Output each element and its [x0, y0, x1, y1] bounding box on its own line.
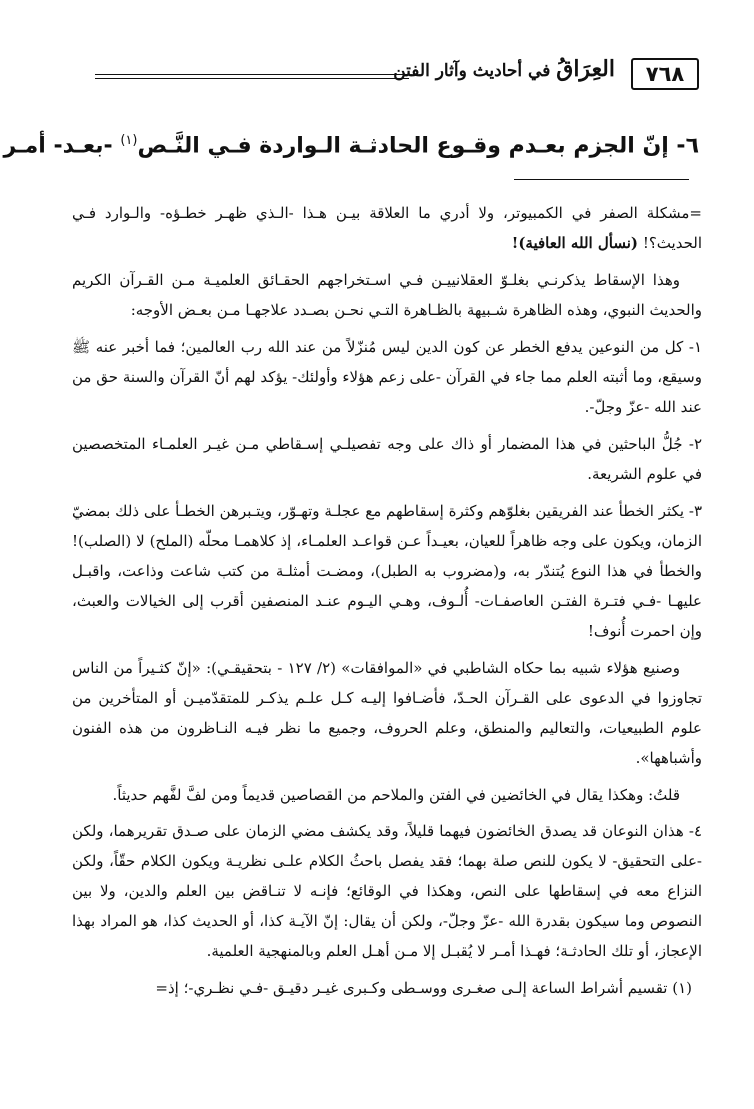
section-heading: [3, 126, 699, 161]
paragraph-point-4: ٤- هذان النوعان قد يصدق الخائضون فيهما قليلاً، وقد يكشف مضي الزمان على صـدق تقريرهما، ولكن -على التحقيق- لا يكون للنص صلة بهما؛ فقد يفصل باحثُ الكلام علـى نظريـة ويكون الكلام حقّاً، ولكن النزاع معه في إسقاطها على النص، وهكذا في الوقائع؛ فإنـه لا تنـاقض بين العلم والدين، ولا بين النصوص وما سيكون بقدرة الله -عزّ وجلّ-، ولكن أن يقال: إنّ الآيـة كذا، أو الحديث كذا، هو المراد بهذا الإعجاز، أو تلك الحادثـة؛ فهـذا أمـر لا يُقبـل إلا مـن أهـل العلم وبالمنهجية العلمية.: [72, 822, 702, 960]
running-title-main: العِرَاقُ: [556, 56, 615, 82]
page-header: [95, 54, 699, 94]
paragraph-point-2: ٢- جُلُّ الباحثين في هذا المضمار أو ذاك على وجه تفصيلـي إسـقاطي مـن غيـر العلمـاء المتخصصين في علوم الشريعة.: [72, 435, 702, 483]
heading-continuation: -بعـد- أمـر: [3, 133, 113, 159]
paragraph-emphasis: (نسأل الله العافية)!: [511, 234, 639, 252]
running-title-sub: في أحاديث وآثار الفتن: [393, 61, 551, 81]
heading-text: ٦- إنّ الجزم بعـدم وقـوع الحادثـة الـواردة فـي النَّـص: [137, 133, 699, 159]
paragraph-point-1: ١- كل من النوعين يدفع الخطر عن كون الدين ليس مُنزّلاً من عند الله رب العالمين؛ فما أخبر عنه ﷺ وسيقع، وما أثبته العلم مما جاء في القرآن -على زعم هؤلاء وأولئك- يؤكد لهم أنّ القرآن والسنة حق من عند الله -عزّ وجلّ-.: [72, 338, 702, 416]
footnote: (١) تقسيم أشراط الساعة إلـى صغـرى ووسـطى وكـبرى غيـر دقيـق -فـي نظـري-؛ إذ=: [155, 979, 692, 997]
body-text: [72, 198, 702, 1018]
footnote-reference: (١): [120, 133, 138, 148]
header-rule-double: [95, 78, 409, 79]
paragraph-shatibi-quote: وصنيع هؤلاء شبيه بما حكاه الشاطبي في «الموافقات» (٢/ ١٢٧ - بتحقيقـي): «إنّ كثـيراً من الناس تجاوزوا في الدعوى على القـرآن الحـدّ، فأضـافوا إليـه كـل علـم يذكـر للمتقدّميـن أو المتأخرين من علوم الطبيعيات، والتعاليم والمنطق، وعلم الحروف، وجميع ما نظر فيـه النـاظرون من هذه الفنون وأشباهها».: [72, 659, 702, 767]
paragraph-continuation: [72, 198, 702, 258]
header-rule: [95, 74, 409, 75]
footnote-rule: [514, 179, 689, 180]
paragraph-text: =مشكلة الصفر في الكمبيوتر، ولا أدري ما العلاقة بيـن هـذا -الـذي ظهـر خطـؤه- والـوارد فـي الحديث؟!: [72, 204, 702, 252]
page-number: ٧٦٨: [631, 58, 699, 90]
paragraph-point-3: ٣- يكثر الخطأ عند الفريقين بغلوّهم وكثرة إسقاطهم مع عجلـة وتهـوّر، ويتـبرهن الخطـأ على ذلك بمضيّ الزمان، ويكون على وجه ظاهراً للعيان، بعيـداً عـن قواعـد العلمـاء، إذ كلاهمـا محلّه (الملح) لا (الصلب)! والخطأ في هذا النوع يُتندّر به، و(مضروب به الطبل)، ومضـت أمثلـة من كتب شاعت وذاعت، واقبـل عليهـا -فـي فتـرة الفتـن العاصفـات- أُلـوف، وهـي اليـوم عنـد المنصفين أقرب إلى الخيالات والعبث، وإن احمرت أُنوف!: [72, 502, 702, 640]
running-title: [393, 56, 615, 82]
paragraph-comment: قلتُ: وهكذا يقال في الخائضين في الفتن والملاحم من القصاصين قديماً ومن لفَّ لفَّهم حديثاً.: [112, 786, 680, 804]
paragraph-intro: وهذا الإسقاط يذكرنـي بغلـوّ العقلانييـن فـي اسـتخراجهم الحقـائق العلميـة مـن القـرآن الكريم والحديث النبوي، وهذه الظاهرة شـبيهة بالظـاهرة التـي نحـن بصـدد علاجهـا مـن بعـض الأوجه:: [72, 271, 702, 319]
